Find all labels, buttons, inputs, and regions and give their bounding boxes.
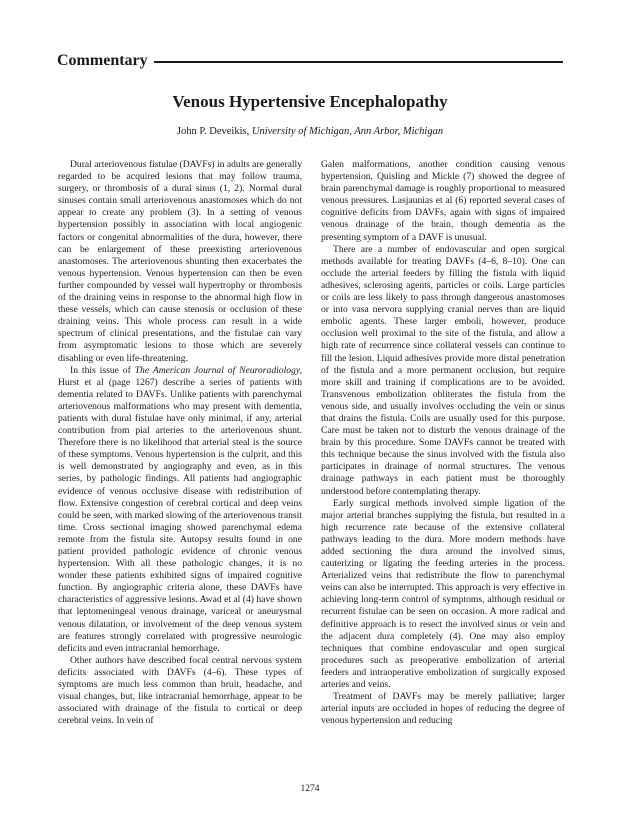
section-rule bbox=[154, 61, 563, 63]
byline bbox=[0, 126, 620, 137]
paragraph bbox=[58, 365, 302, 655]
paragraph: Treatment of DAVFs may be merely palliative; larger arterial inputs are occluded in hopes of reducing the degree of venous hypertension and reducing bbox=[321, 691, 565, 727]
paragraph: There are a number of endovascular and open surgical methods available for treating DAVFs (4–6, 8–10). One can occlude the arterial feeders by filling the fistula with liquid adhesives, sclerosing agents, particles or coils. Large particles or coils are less likely to pass through dangerous anastomoses or into vasa nervora supplying cranial nerves than are liquid embolic agents. These larger emboli, however, produce occlusion well proximal to the site of the fistula, and allow a high rate of recurrence since collateral vessels can continue to fill the lesion. Liquid adhesives provide more distal penetration of the fistula and a more permanent occlusion, but require more skill and training if complications are to be avoided. Transvenous embolization obliterates the fistula from the venous side, and usually involves occluding the vein or sinus that drains the fistula. Coils are usually used for this purpose. Care must be taken not to disturb the venous drainage of the brain by this procedure. Some DAVFs cannot be treated with this technique because the sinus involved with the fistula also participates in drainage of normal structures. The venous drainage pathways in each patient must be thoroughly understood before contemplating therapy. bbox=[321, 243, 565, 497]
section-label: Commentary bbox=[57, 52, 148, 69]
left-column bbox=[58, 159, 302, 727]
paragraph: Early surgical methods involved simple ligation of the major arterial branches supplying the fistula, but resulted in a high recurrence rate because of the extensive collateral pathways leading to the dura. More modern methods have added sectioning the dura around the involved sinus, cauterizing or ligating the feeding arteries in the process. Arterialized veins that redistribute the flow to parenchymal veins can also be interrupted. This approach is very effective in achieving long-term control of symptoms, although residual or recurrent fistulae can be seen on occasion. A more radical and definitive approach is to resect the involved sinus or vein and the adjacent dura completely (4). One may also employ techniques that combine endovascular and open surgical procedures such as preoperative embolization of arterial feeders and intraoperative embolization of surgically exposed arteries and veins. bbox=[321, 497, 565, 691]
article-title: Venous Hypertensive Encephalopathy bbox=[172, 92, 448, 111]
author-name: John P. Deveikis, bbox=[176, 126, 250, 137]
right-column bbox=[321, 159, 565, 727]
paragraph: Galen malformations, another condition causing venous hypertension, Quisling and Mickle (7) showed the degree of brain parenchymal damage is roughly proportional to measured venous pressures. Lasjaunias et al (6) reported several cases of cognitive deficits from DAVFs, again with signs of impaired venous drainage of the brain, though dementia as the presenting symptom of a DAVF is unusual. bbox=[321, 159, 565, 243]
paragraph: Other authors have described focal central nervous system deficits associated with DAVFs (4–6). These types of symptoms are much less common than bruit, headache, and visual changes, but, like intracranial hemorrhage, appear to be associated with drainage of the fistula to cortical or deep cerebral veins. In vein of bbox=[58, 654, 302, 727]
author-affiliation: University of Michigan, Ann Arbor, Michigan bbox=[251, 126, 444, 137]
paragraph-text: Hurst et al (page 1267) describe a series of patients with dementia related to DAVFs. Unlike patients with parenchymal arteriovenous malformations who may present with dementia, patients with dural fistulae have only minimal, if any, arterial contribution from pial arteries to the arteriovenous shunt. Therefore there is no likelihood that arterial steal is the source of these symptoms. Venous hypertension is the culprit, and this is well demonstrated by angiography and even, as in this series, by pathologic findings. All patients had angiographic evidence of venous occlusive disease with redistribution of flow. Extensive congestion of cerebral cortical and deep veins could be seen, with marked slowing of the arteriovenous transit time. Cross sectional imaging showed parenchymal edema remote from the fistula site. Autopsy results found in one patient provided pathologic evidence of chronic venous hypertension. With all these pathologic changes, it is no wonder these patients exhibited signs of impaired cognitive function. By angiographic criteria alone, these DAVFs have characteristics of aggressive lesions. Awad et al (4) have shown that leptomeningeal venous drainage, variceal or aneurysmal venous dilatation, or involvement of the deep venous system are features strongly correlated with progressive neurologic deficits and even intracranial hemorrhage. bbox=[58, 376, 302, 654]
paragraph: Dural arteriovenous fistulae (DAVFs) in adults are generally regarded to be acquired lesions that may follow trauma, surgery, or thrombosis of a dural sinus (1, 2). Normal dural sinuses contain small arteriovenous anastomoses which do not appear to create any problem (3). In a setting of venous hypertension possibly in association with local angiogenic factors or congenital abnormalities of the dura, however, there can be enlargement of these preexisting arteriovenous anastomoses. The arteriovenous shunting then exacerbates the venous hypertension. Venous hypertension can then be even further compounded by vessel wall hypertrophy or thrombosis of the draining veins in response to the abnormal high flow in these vessels, which can cause stenosis or occlusion of these draining veins. This whole process can result in a wide spectrum of clinical presentations, and the fistulae can vary from asymptomatic lesions to those which are severely disabling or even life-threatening. bbox=[58, 159, 302, 364]
page-number: 1274 bbox=[300, 784, 320, 794]
journal-name: The American Journal of Neuroradiology, bbox=[134, 364, 302, 376]
paragraph-lead: In this issue of bbox=[70, 364, 131, 376]
section-header bbox=[57, 52, 563, 70]
